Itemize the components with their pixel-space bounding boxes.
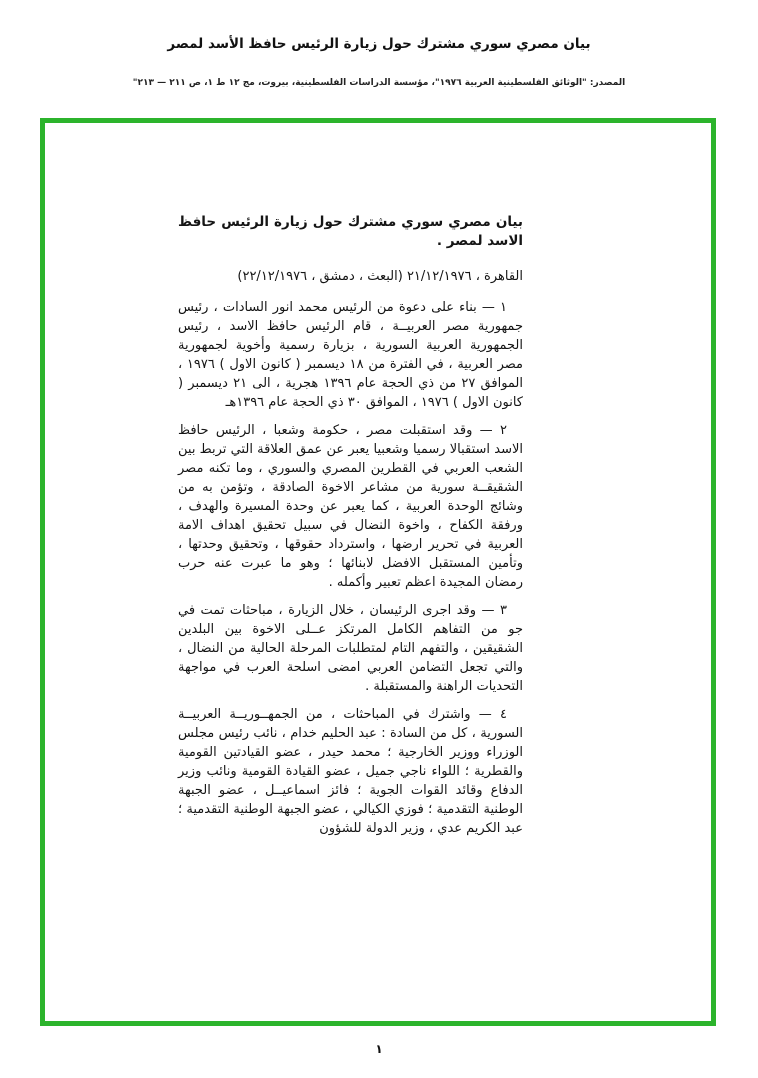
- paragraph: ٣ — وقد اجرى الرئيسان ، خلال الزيارة ، مباحثات تمت في جو من التفاهم الكامل المرتكز عــلى الاخوة بين البلدين الشقيقين ، والتفهم التام لمتطلبات المرحلة الحالية من النضال ، والتي تجعل التضامن العربي امضى اسلحة العرب في مواجهة التحديات الراهنة والمستقبلة .: [178, 603, 523, 694]
- page-title: بيان مصري سوري مشترك حول زيارة الرئيس حافظ الأسد لمصر: [167, 36, 591, 52]
- page-number: ١: [375, 1042, 383, 1056]
- source-line: المصدر: "الوثائق الفلسطينية العربية ١٩٧٦"، مؤسسة الدراسات الفلسطينية، بيروت، مج ١٢ ط ١، ص ٢١١ — ٢١٣": [132, 78, 626, 88]
- document-frame: [40, 118, 716, 1026]
- paragraph: ٢ — وقد استقبلت مصر ، حكومة وشعبا ، الرئيس حافظ الاسد استقبالا رسميا وشعبيا يعبر عن عمق العلاقة التي تربط بين الشعب العربي في القطرين المصري والسوري ، وما تكنه مصر الشقيقــة سورية من مشاعر الاخوة الصادقة ، وتؤمن به من وشائج الوحدة العربية ، كما يعبر عن وحدة المسيرة والهدف ، ورفقة الكفاح ، واخوة النضال في سبيل تحقيق اهداف الامة العربية في تحرير ارضها ، واسترداد حقوقها ، وتحقيق وحدتها ، وتأمين المستقبل الافضل لابنائها ؛ وهو ما عبرت عنه حرب رمضان المجيدة اعظم تعبير وأكمله .: [178, 423, 523, 590]
- document-text-column: [178, 213, 523, 847]
- date-line: القاهرة ، ٢١/١٢/١٩٧٦ (البعث ، دمشق ، ٢٢/١٢/١٩٧٦): [237, 269, 523, 284]
- paragraph: ٤ — واشترك في المباحثات ، من الجمهــوريــة العربيــة السورية ، كل من السادة : عبد الحليم خدام ، نائب رئيس مجلس الوزراء ووزير الخارجية ؛ محمد حيدر ، عضو القيادتين القومية والقطرية ؛ اللواء ناجي جميل ، عضو القيادة القومية ونائب وزير الدفاع وقائد القوات الجوية ؛ فائز اسماعيــل ، عضو الجبهة الوطنية التقدمية ؛ فوزي الكيالي ، عضو الجبهة الوطنية التقدمية ؛ عبد الكريم عدي ، وزير الدولة للشؤون: [178, 707, 523, 836]
- document-heading: بيان مصري سوري مشترك حول زيارة الرئيس حافظ الاسد لمصر .: [178, 214, 523, 249]
- paragraph: ١ — بناء على دعوة من الرئيس محمد انور السادات ، رئيس جمهورية مصر العربيــة ، قام الرئيس حافظ الاسد ، رئيس الجمهورية العربية السورية ، بزيارة رسمية وأخوية لجمهورية مصر العربية ، في الفترة من ١٨ ديسمبر ( كانون الاول ) ١٩٧٦ ، الموافق ٢٧ من ذي الحجة عام ١٣٩٦ هجرية ، الى ٢١ ديسمبر ( كانون الاول ) ١٩٧٦ ، الموافق ٣٠ ذي الحجة عام ١٣٩٦هـ: [178, 300, 524, 410]
